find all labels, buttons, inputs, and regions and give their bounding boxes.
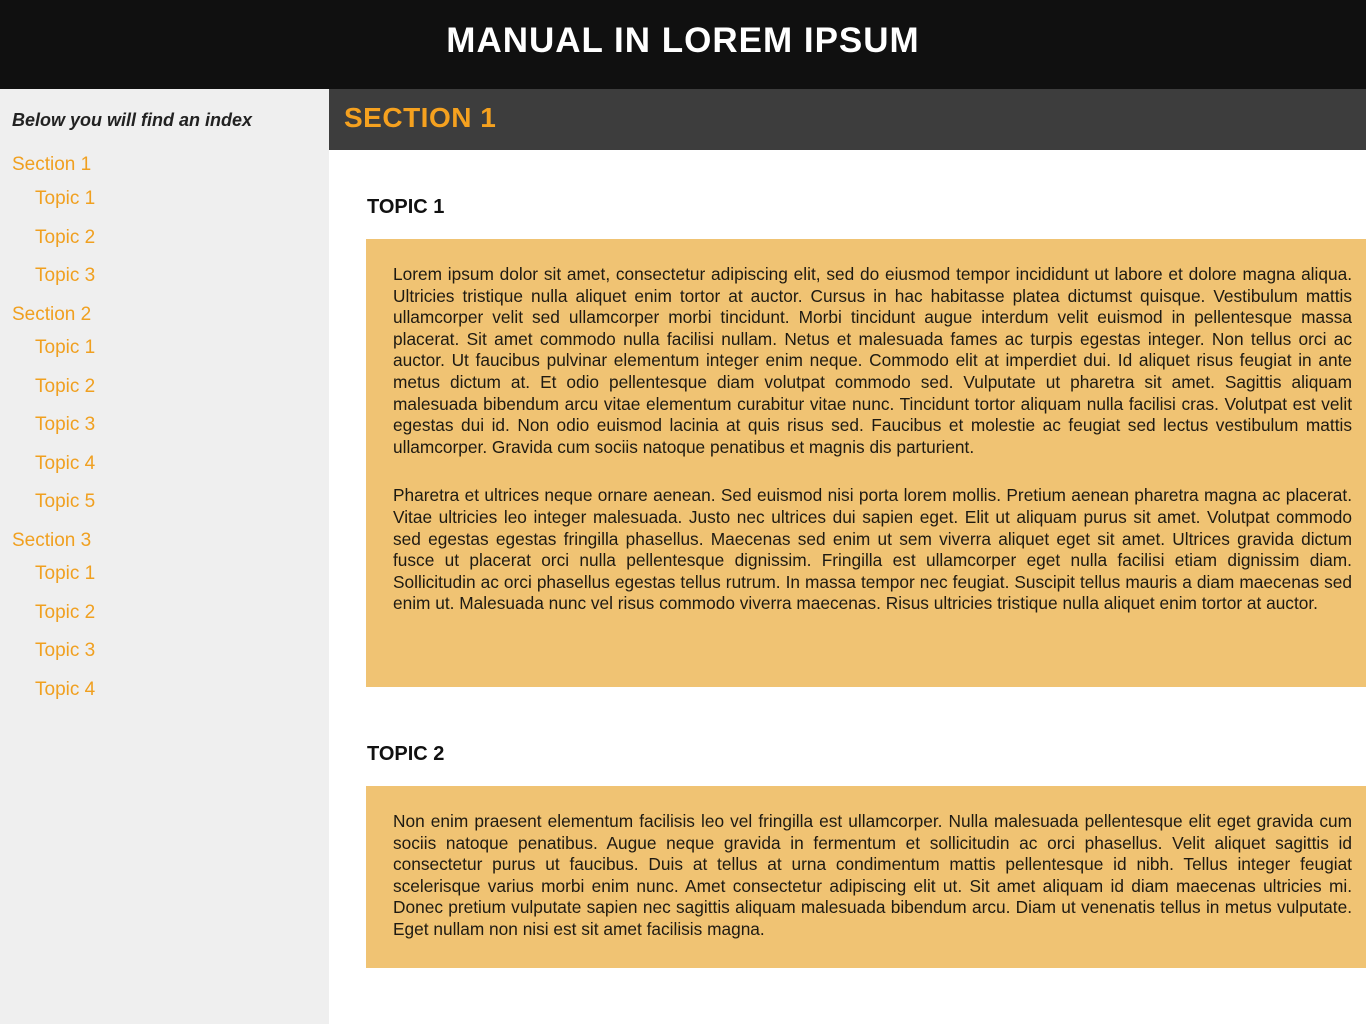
sidebar-section-2-topic-5[interactable]: Topic 5 — [35, 491, 96, 512]
topic-paragraph: Non enim praesent elementum facilisis leo vel fringilla est ullamcorper. Nulla malesuada pellentesque elit eget gravida cum sociis natoque penatibus. Augue neque gravida in fermentum et sollicitudin ac orci phasellus. Velit aliquet sagittis id consectetur purus ut faucibus. Duis at tellus at urna condimentum mattis pellentesque id nibh. Tellus integer feugiat scelerisque varius morbi enim nunc. Amet consectetur adipiscing elit ut. Sit amet aliquam id diam maecenas ultricies mi. Donec pretium vulputate sapien nec sagittis aliquam malesuada bibendum arcu. Diam ut venenatis tellus in metus vulputate. Eget nullam non nisi est sit amet facilisis magna. — [393, 811, 1352, 939]
page-title: MANUAL IN LOREM IPSUM — [446, 20, 920, 60]
sidebar-section-1-topic-3[interactable]: Topic 3 — [35, 265, 96, 286]
topic-paragraph: Lorem ipsum dolor sit amet, consectetur adipiscing elit, sed do eiusmod tempor incididunt ut labore et dolore magna aliqua. Ultricies tristique nulla aliquet enim tortor at auctor. Cursus in hac habitasse platea dictumst quisque. Vestibulum mattis ullamcorper velit sed ullamcorper morbi tincidunt. Morbi tincidunt augue interdum velit euismod in pellentesque massa placerat. Sit amet commodo nulla facilisi nullam. Netus et malesuada fames ac turpis egestas integer. Non tellus orci ac auctor. Ut faucibus pulvinar elementum integer enim neque. Commodo elit at imperdiet dui. Id aliquet risus feugiat in ante metus dictum at. Et odio pellentesque diam volutpat commodo sed. Vulputate ut pharetra sit amet. Sagittis aliquam malesuada bibendum arcu vitae elementum curabitur vitae nunc. Tincidunt tortor aliquam nulla facilisi cras. Volutpat est velit egestas dui id. Non odio euismod lacinia at quis risus sed. Faucibus et molestie ac feugiat sed lectus vestibulum mattis ullamcorper. Gravida cum sociis natoque penatibus et magnis dis parturient. — [393, 264, 1352, 457]
sidebar-section-3-topic-3[interactable]: Topic 3 — [35, 640, 96, 661]
sidebar-section-2-topic-1[interactable]: Topic 1 — [35, 337, 96, 358]
topic-content-box — [366, 786, 1366, 968]
section-title: SECTION 1 — [344, 102, 497, 133]
section-header-bar — [329, 89, 1366, 150]
sidebar-index — [0, 89, 329, 1024]
sidebar-section-3-topic-2[interactable]: Topic 2 — [35, 602, 96, 623]
sidebar-section-3-topic-4[interactable]: Topic 4 — [35, 679, 96, 700]
sidebar-intro: Below you will find an index — [12, 110, 253, 130]
topic-heading: TOPIC 2 — [367, 743, 445, 765]
sidebar-section-2[interactable]: Section 2 — [12, 304, 92, 325]
sidebar-section-3[interactable]: Section 3 — [12, 530, 92, 551]
sidebar-section-2-topic-4[interactable]: Topic 4 — [35, 453, 96, 474]
page-header — [0, 0, 1366, 89]
sidebar-section-2-topic-2[interactable]: Topic 2 — [35, 376, 96, 397]
sidebar-section-1-topic-1[interactable]: Topic 1 — [35, 188, 96, 209]
sidebar-section-2-topic-3[interactable]: Topic 3 — [35, 414, 96, 435]
sidebar-section-1[interactable]: Section 1 — [12, 154, 92, 175]
sidebar-section-3-topic-1[interactable]: Topic 1 — [35, 563, 96, 584]
topic-paragraph: Pharetra et ultrices neque ornare aenean. Sed euismod nisi porta lorem mollis. Pretium aenean pharetra magna ac placerat. Vitae ultricies leo integer malesuada. Justo nec ultrices dui sapien eget. Elit ut aliquam purus sit amet. Volutpat commodo sed egestas egestas fringilla phasellus. Maecenas sed enim ut sem viverra aliquet eget sit amet. Ultrices gravida dictum fusce ut placerat orci nulla pellentesque dignissim. Fringilla est ullamcorper eget nulla facilisi etiam dignissim diam. Sollicitudin ac orci phasellus egestas tellus rutrum. In massa tempor nec feugiat. Suscipit tellus mauris a diam maecenas sed enim ut. Malesuada nunc vel risus commodo viverra maecenas. Risus ultricies tristique nulla aliquet enim tortor at auctor. — [393, 485, 1352, 614]
topic-content-box — [366, 239, 1366, 687]
sidebar-section-1-topic-2[interactable]: Topic 2 — [35, 227, 96, 248]
topic-heading: TOPIC 1 — [367, 196, 445, 218]
